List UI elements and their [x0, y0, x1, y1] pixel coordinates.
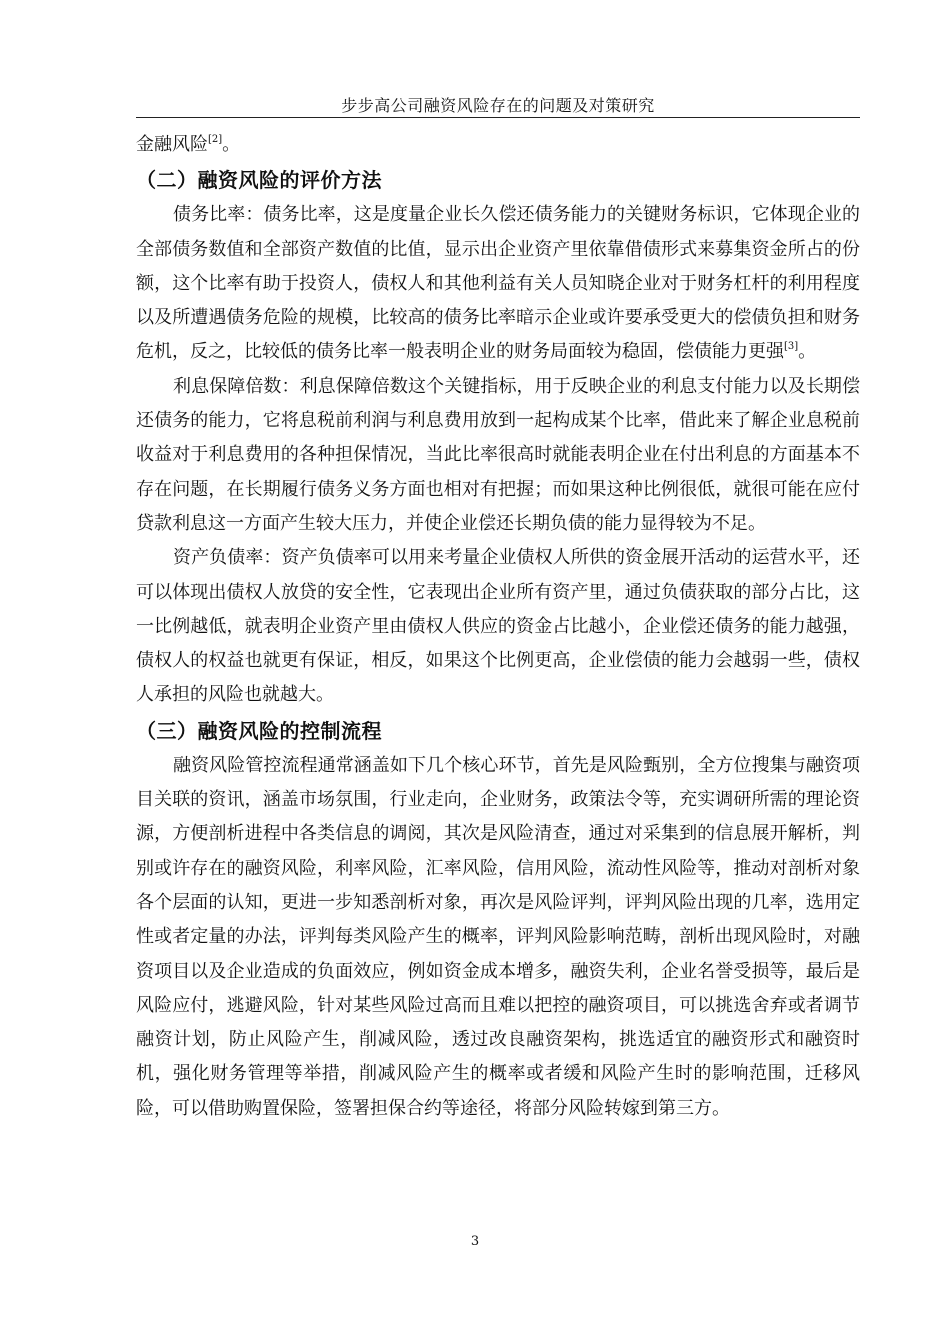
header-divider — [136, 117, 860, 118]
paragraph-interest-coverage: 利息保障倍数：利息保障倍数这个关键指标，用于反映企业的利息支付能力以及长期偿还债务的能力，它将息税前利润与利息费用放到一起构成某个比率，借此来了解企业息税前收益对于利息费用的各种担保情况，当此比率很高时就能表明企业在付出利息的方面基本不存在问题，在长期履行债务义务方面也相对有把握；而如果这种比例很低，就很可能在应付贷款利息这一方面产生较大压力，并使企业偿还长期负债的能力显得较为不足。 — [136, 375, 860, 534]
intro-end: 。 — [222, 134, 241, 155]
paragraph-asset-liability-ratio: 资产负债率：资产负债率可以用来考量企业债权人所供的资金展开活动的运营水平，还可以体现出债权人放贷的安全性，它表现出企业所有资产里，通过负债获取的部分占比，这一比例越低，就表明企业资产里由债权人供应的资金占比越小，企业偿还债务的能力越强，债权人的权益也就更有保证，相反，如果这个比例更高，企业偿债的能力会越弱一些，债权人承担的风险也就越大。 — [136, 547, 860, 706]
paragraph-control-process: 融资风险管控流程通常涵盖如下几个核心环节，首先是风险甄别，全方位搜集与融资项目关联的资讯，涵盖市场氛围，行业走向，企业财务，政策法令等，充实调研所需的理论资源，方便剖析进程中各类信息的调阅，其次是风险清查，通过对采集到的信息展开解析，判别或许存在的融资风险，利率风险，汇率风险，信用风险，流动性风险等，推动对剖析对象各个层面的认知，更进一步知悉剖析对象，再次是风险评判，评判风险出现的几率，选用定性或者定量的办法，评判每类风险产生的概率，评判风险影响范畴，剖析出现风险时，对融资项目以及企业造成的负面效应，例如资金成本增多，融资失利，企业名誉受损等，最后是风险应付，逃避风险，针对某些风险过高而且难以把控的融资项目，可以挑选舍弃或者调节融资计划，防止风险产生，削减风险，透过改良融资架构，挑选适宜的融资形式和融资时机，强化财务管理等举措，削减风险产生的概率或者缓和风险产生时的影响范围，迁移风险，可以借助购置保险，签署担保合约等途径，将部分风险转嫁到第三方。 — [136, 754, 860, 1119]
debt-ratio-end: 。 — [798, 341, 817, 363]
section-heading-control-process: （三）融资风险的控制流程 — [136, 718, 382, 743]
citation-3: [3] — [784, 341, 799, 353]
citation-2: [2] — [208, 134, 223, 145]
page-number: 3 — [470, 1234, 480, 1249]
paragraph-debt-ratio — [136, 198, 860, 369]
intro-paragraph — [136, 128, 860, 162]
intro-text: 金融风险 — [136, 134, 208, 155]
running-header-title: 步步高公司融资风险存在的问题及对策研究 — [341, 96, 655, 115]
page-body — [136, 128, 860, 1126]
section-heading-evaluation-methods: （二）融资风险的评价方法 — [136, 168, 382, 193]
debt-ratio-text: 债务比率：债务比率，这是度量企业长久偿还债务能力的关键财务标识，它体现企业的全部债务数值和全部资产数值的比值，显示出企业资产里依靠借债形式来募集资金所占的份额，这个比率有助于投资人，债权人和其他利益有关人员知晓企业对于财务杠杆的利用程度以及所遭遇债务危险的规模，比较高的债务比率暗示企业或许要承受更大的偿债负担和财务危机，反之，比较低的债务比率一般表明企业的财务局面较为稳固，偿债能力更强 — [136, 204, 860, 363]
